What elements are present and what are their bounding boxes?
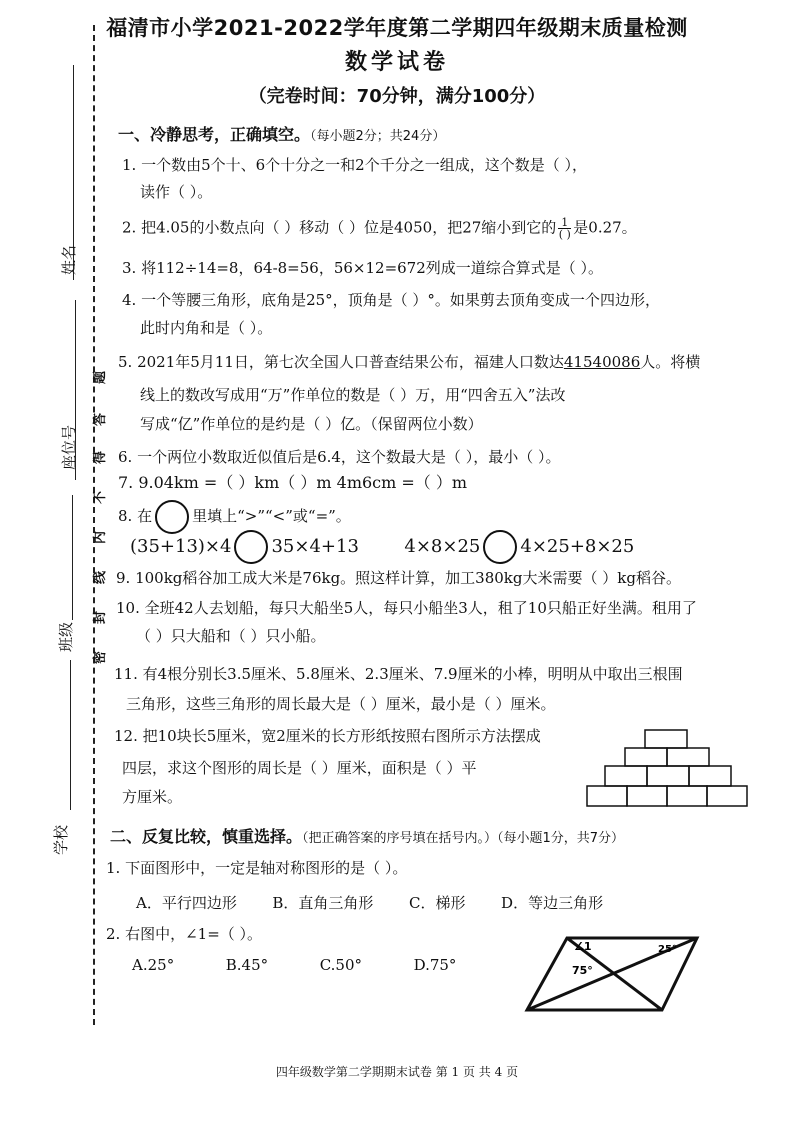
angle-label-25: 25° [658,944,677,955]
s2-question-2: 2. 右图中，∠1=（ ）。 [106,925,263,943]
question-7: 7. 9.04km =（ ）km（ ）m 4m6cm =（ ）m [118,473,468,492]
page-footer: 四年级数学第二学期期末试卷 第 1 页 共 4 页 [275,1065,519,1079]
expr-4: 4×25+8×25 [520,536,635,557]
exam-title: 福清市小学2021-2022学年度第二学期四年级期末质量检测 [106,16,688,40]
binding-dashed-line [93,25,95,1025]
school-field-line [70,660,71,810]
expr-2: 35×4+13 [271,536,359,557]
parallelogram-figure [522,932,702,1014]
question-8-expressions [130,530,634,564]
question-8 [118,500,351,534]
margin-label-school: 学校 [52,824,70,855]
question-3: 3. 将112÷14=8，64-8=56，56×12=672列成一道综合算式是（ ）。 [122,259,604,277]
brick-stack-figure [585,728,750,810]
seal-char: 线 [93,570,109,585]
section1-title: 一、冷静思考，正确填空。 [118,125,311,144]
option-d[interactable]: D．等边三角形 [501,894,604,912]
compare-circle-2[interactable] [483,530,517,564]
section2-note: （把正确答案的序号填在括号内。）（每小题1分，共7分） [302,831,625,846]
question-9: 9. 100kg稻谷加工成大米是76kg。照这样计算，加工380kg大米需要（ ）kg稻谷。 [116,569,681,587]
question-2a: 2. 把4.05的小数点向（ ）移动（ ）位是4050，把27缩小到它的 [122,218,557,237]
option-c[interactable]: C．梯形 [409,894,466,912]
fraction-numerator: 1 [558,217,571,229]
population-number: 41540086 [563,353,641,371]
seal-char: 得 [93,450,109,465]
section1-note: （每小题2分；共24分） [310,129,446,144]
expr-3: 4×8×25 [404,536,481,557]
question-5a [118,352,700,372]
brick [587,786,627,806]
s2-question-1-options [136,893,603,913]
option-c[interactable]: C.50° [319,956,363,974]
option-a[interactable]: A．平行四边形 [136,894,237,912]
option-d[interactable]: D.75° [413,956,457,974]
s2-question-1: 1. 下面图形中，一定是轴对称图形的是（ ）。 [106,859,408,877]
option-b[interactable]: B.45° [225,956,269,974]
s2-question-2-options [132,955,456,975]
expr-1: (35+13)×4 [130,536,232,557]
question-8-pre: 8. 在 [118,507,153,525]
exam-subtitle: 数学试卷 [344,50,449,75]
question-8-post: 里填上“>”“<”或“=”。 [192,507,351,525]
question-1b: 读作（ ）。 [140,183,213,201]
question-5a-post: 人。将横 [640,353,701,371]
seal-char: 题 [93,370,109,385]
question-11b: 三角形，这些三角形的周长最大是（ ）厘米，最小是（ ）厘米。 [126,695,556,713]
question-12b: 四层，求这个图形的周长是（ ）厘米，面积是（ ）平 [122,759,477,777]
question-10b: （ ）只大船和（ ）只小船。 [136,627,326,645]
question-12a: 12. 把10块长5厘米，宽2厘米的长方形纸按照右图所示方法摆成 [114,727,541,745]
question-2b: 是0.27。 [573,218,637,237]
question-5b: 线上的数改写成用“万”作单位的数是（ ）万，用“四舍五入”法改 [140,386,566,404]
brick [627,786,667,806]
section2-title: 二、反复比较，慎重选择。 [110,827,303,846]
exam-time-info: （完卷时间：70分钟，满分100分） [248,86,546,107]
question-4a: 4. 一个等腰三角形，底角是25°，顶角是（ ）°。如果剪去顶角变成一个四边形， [122,291,660,309]
question-5c: 写成“亿”作单位的是约是（ ）亿。（保留两位小数） [140,415,483,433]
brick [707,786,747,806]
question-1a: 1. 一个数由5个十、6个十分之一和2个千分之一组成，这个数是（ ）， [122,156,587,174]
question-12c: 方厘米。 [122,788,183,806]
margin-label-name: 姓名 [60,244,78,275]
angle-label-75: 75° [572,964,593,977]
question-2 [122,217,637,240]
brick [625,748,667,766]
question-11a: 11. 有4根分别长3.5厘米、5.8厘米、2.3厘米、7.9厘米的小棒，明明从中取出三根围 [114,665,683,683]
brick [647,766,689,786]
seal-char: 内 [93,530,109,545]
question-10a: 10. 全班42人去划船，每只大船坐5人，每只小船坐3人，租了10只船正好坐满。租用了 [116,599,697,617]
section2-heading [110,824,624,847]
question-5a-pre: 5. 2021年5月11日，第七次全国人口普查结果公布，福建人口数达 [118,353,564,371]
compare-circle-1[interactable] [234,530,268,564]
seal-char: 答 [93,412,109,427]
margin-label-seat: 座位号 [60,424,78,470]
seal-char: 封 [93,610,109,625]
compare-circle-sample [155,500,189,534]
section1-heading [118,122,445,145]
class-field-line [72,495,73,620]
option-a[interactable]: A.25° [132,956,175,974]
brick [667,748,709,766]
fraction [558,217,571,240]
option-b[interactable]: B．直角三角形 [272,894,374,912]
brick [605,766,647,786]
seal-char: 密 [93,650,109,665]
angle-label-1: ∠1 [574,940,592,953]
question-6: 6. 一个两位小数取近似值后是6.4，这个数最大是（ ），最小（ ）。 [118,448,561,466]
brick [689,766,731,786]
brick [645,730,687,748]
margin-label-class: 班级 [57,621,75,652]
question-4b: 此时内角和是（ ）。 [140,319,273,337]
seal-char: 不 [93,490,109,505]
brick [667,786,707,806]
fraction-denominator: ( ) [558,228,571,241]
